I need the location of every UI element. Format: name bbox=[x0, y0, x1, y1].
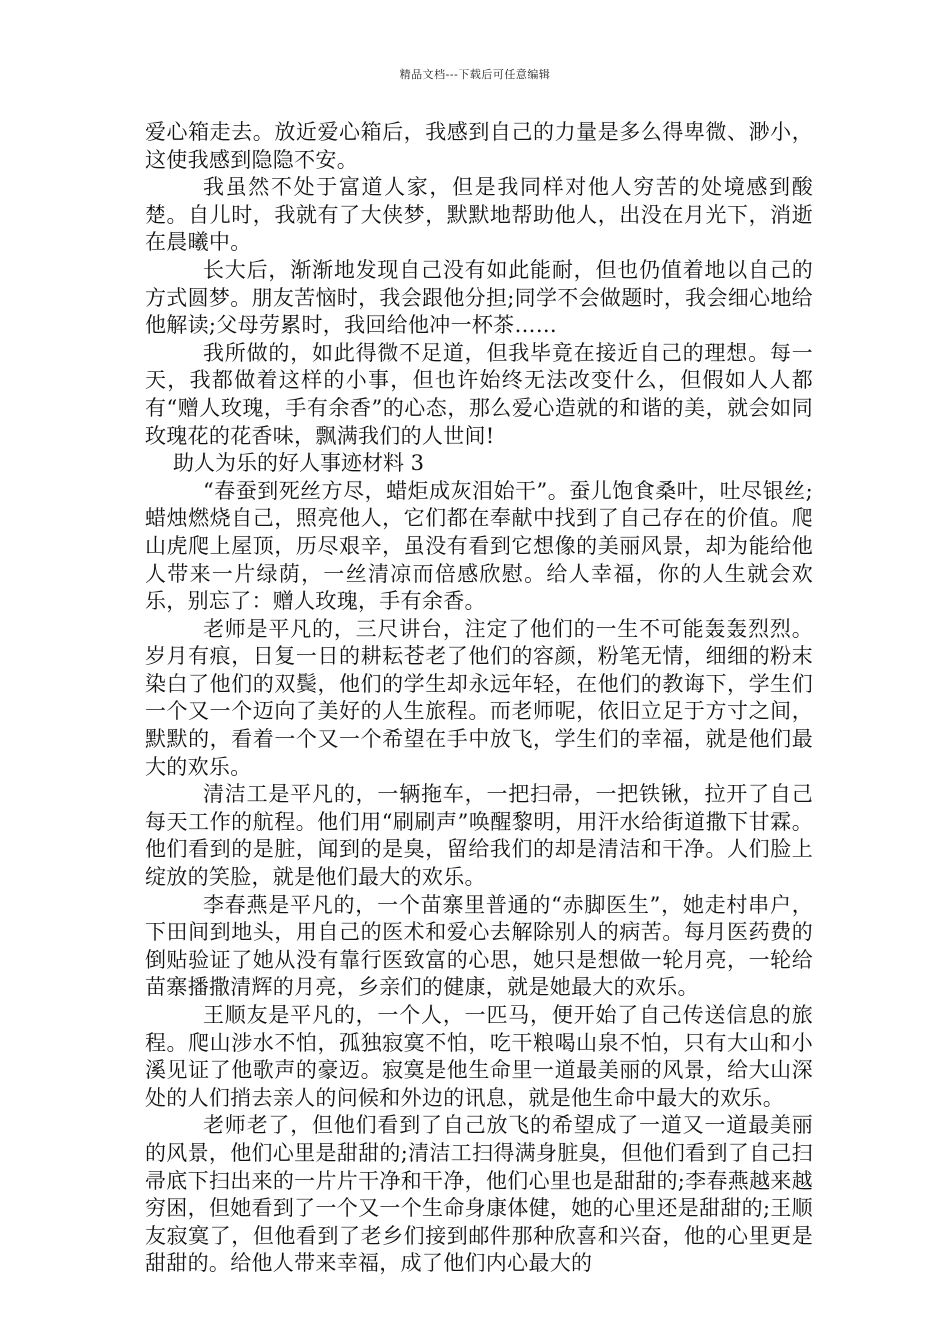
paragraph: 王顺友是平凡的，一个人，一匹马，便开始了自己传送信息的旅程。爬山涉水不怕，孤独寂寞不怕，吃干粮喝山泉不怕，只有大山和小溪见证了他歌声的豪迈。寂寞是他生命里一道最美丽的风景，给大山深处的人们捎去亲人的问候和外边的讯息，就是他生命中最大的欢乐。 bbox=[145, 1003, 813, 1110]
document-body bbox=[145, 119, 813, 1278]
paragraph: 爱心箱走去。放近爱心箱后，我感到自己的力量是多么得卑微、渺小，这使我感到隐隐不安。 bbox=[145, 120, 813, 172]
page-header: 精品文档---下载后可任意编辑 bbox=[399, 68, 551, 81]
section-heading: 助人为乐的好人事迹材料 3 bbox=[173, 451, 425, 476]
paragraph: 我所做的，如此得微不足道，但我毕竟在接近自己的理想。每一天，我都做着这样的小事，但也许始终无法改变什么，但假如人人都有“赠人玫瑰，手有余香”的心态，那么爱心造就的和谐的美，就会如同玫瑰花的花香味，飘满我们的人世间! bbox=[145, 340, 813, 448]
paragraph: 长大后，渐渐地发现自己没有如此能耐，但也仍值着地以自己的方式圆梦。朋友苦恼时，我会跟他分担;同学不会做题时，我会细心地给他解读;父母劳累时，我回给他冲一杯茶…… bbox=[145, 257, 813, 338]
paragraph: 我虽然不处于富道人家，但是我同样对他人穷苦的处境感到酸楚。自儿时，我就有了大侠梦，默默地帮助他人，出没在月光下，消逝在晨曦中。 bbox=[145, 175, 813, 255]
paragraph: “春蚕到死丝方尽，蜡炬成灰泪始干”。蚕儿饱食桑叶，吐尽银丝;蜡烛燃烧自己，照亮他人，它们都在奉献中找到了自己存在的价值。爬山虎爬上屋顶，历尽艰辛，虽没有看到它想像的美丽风景，却为能给他人带来一片绿荫，一丝清凉而倍感欣慰。给人幸福，你的人生就会欢乐，别忘了：赠人玫瑰，手有余香。 bbox=[145, 478, 813, 614]
paragraph: 老师老了，但他们看到了自己放飞的希望成了一道又一道最美丽的风景，他们心里是甜甜的;清洁工扫得满身脏臭，但他们看到了自己扫帚底下扫出来的一片片干净和干净，他们心里也是甜甜的;李春燕越来越穷困，但她看到了一个又一个生命身康体健，她的心里还是甜甜的;王顺友寂寞了，但他看到了老乡们接到邮件那种欣喜和兴奋，他的心里更是甜甜的。给他人带来幸福，成了他们内心最大的 bbox=[145, 1113, 813, 1276]
paragraph: 清洁工是平凡的，一辆拖车，一把扫帚，一把铁锹，拉开了自己每天工作的航程。他们用“刷刷声”唤醒黎明，用汗水给街道撒下甘霖。他们看到的是脏，闻到的是臭，留给我们的却是清洁和干净。人们脸上绽放的笑脸，就是他们最大的欢乐。 bbox=[145, 782, 813, 890]
paragraph: 老师是平凡的，三尺讲台，注定了他们的一生不可能轰轰烈烈。岁月有痕，日复一日的耕耘苍老了他们的容颜，粉笔无情，细细的粉末染白了他们的双鬓，他们的学生却永远年轻，在他们的教诲下，学生们一个又一个迈向了美好的人生旅程。而老师呢，依旧立足于方寸之间，默默的，看着一个又一个希望在手中放飞，学生们的幸福，就是他们最大的欢乐。 bbox=[145, 616, 813, 779]
paragraph: 李春燕是平凡的，一个苗寨里普通的“赤脚医生”，她走村串户，下田间到地头，用自己的医术和爱心去解除别人的病苦。每月医药费的倒贴验证了她从没有靠行医致富的心思，她只是想做一轮月亮，一轮给苗寨播撒清辉的月亮，乡亲们的健康，就是她最大的欢乐。 bbox=[145, 892, 813, 1000]
